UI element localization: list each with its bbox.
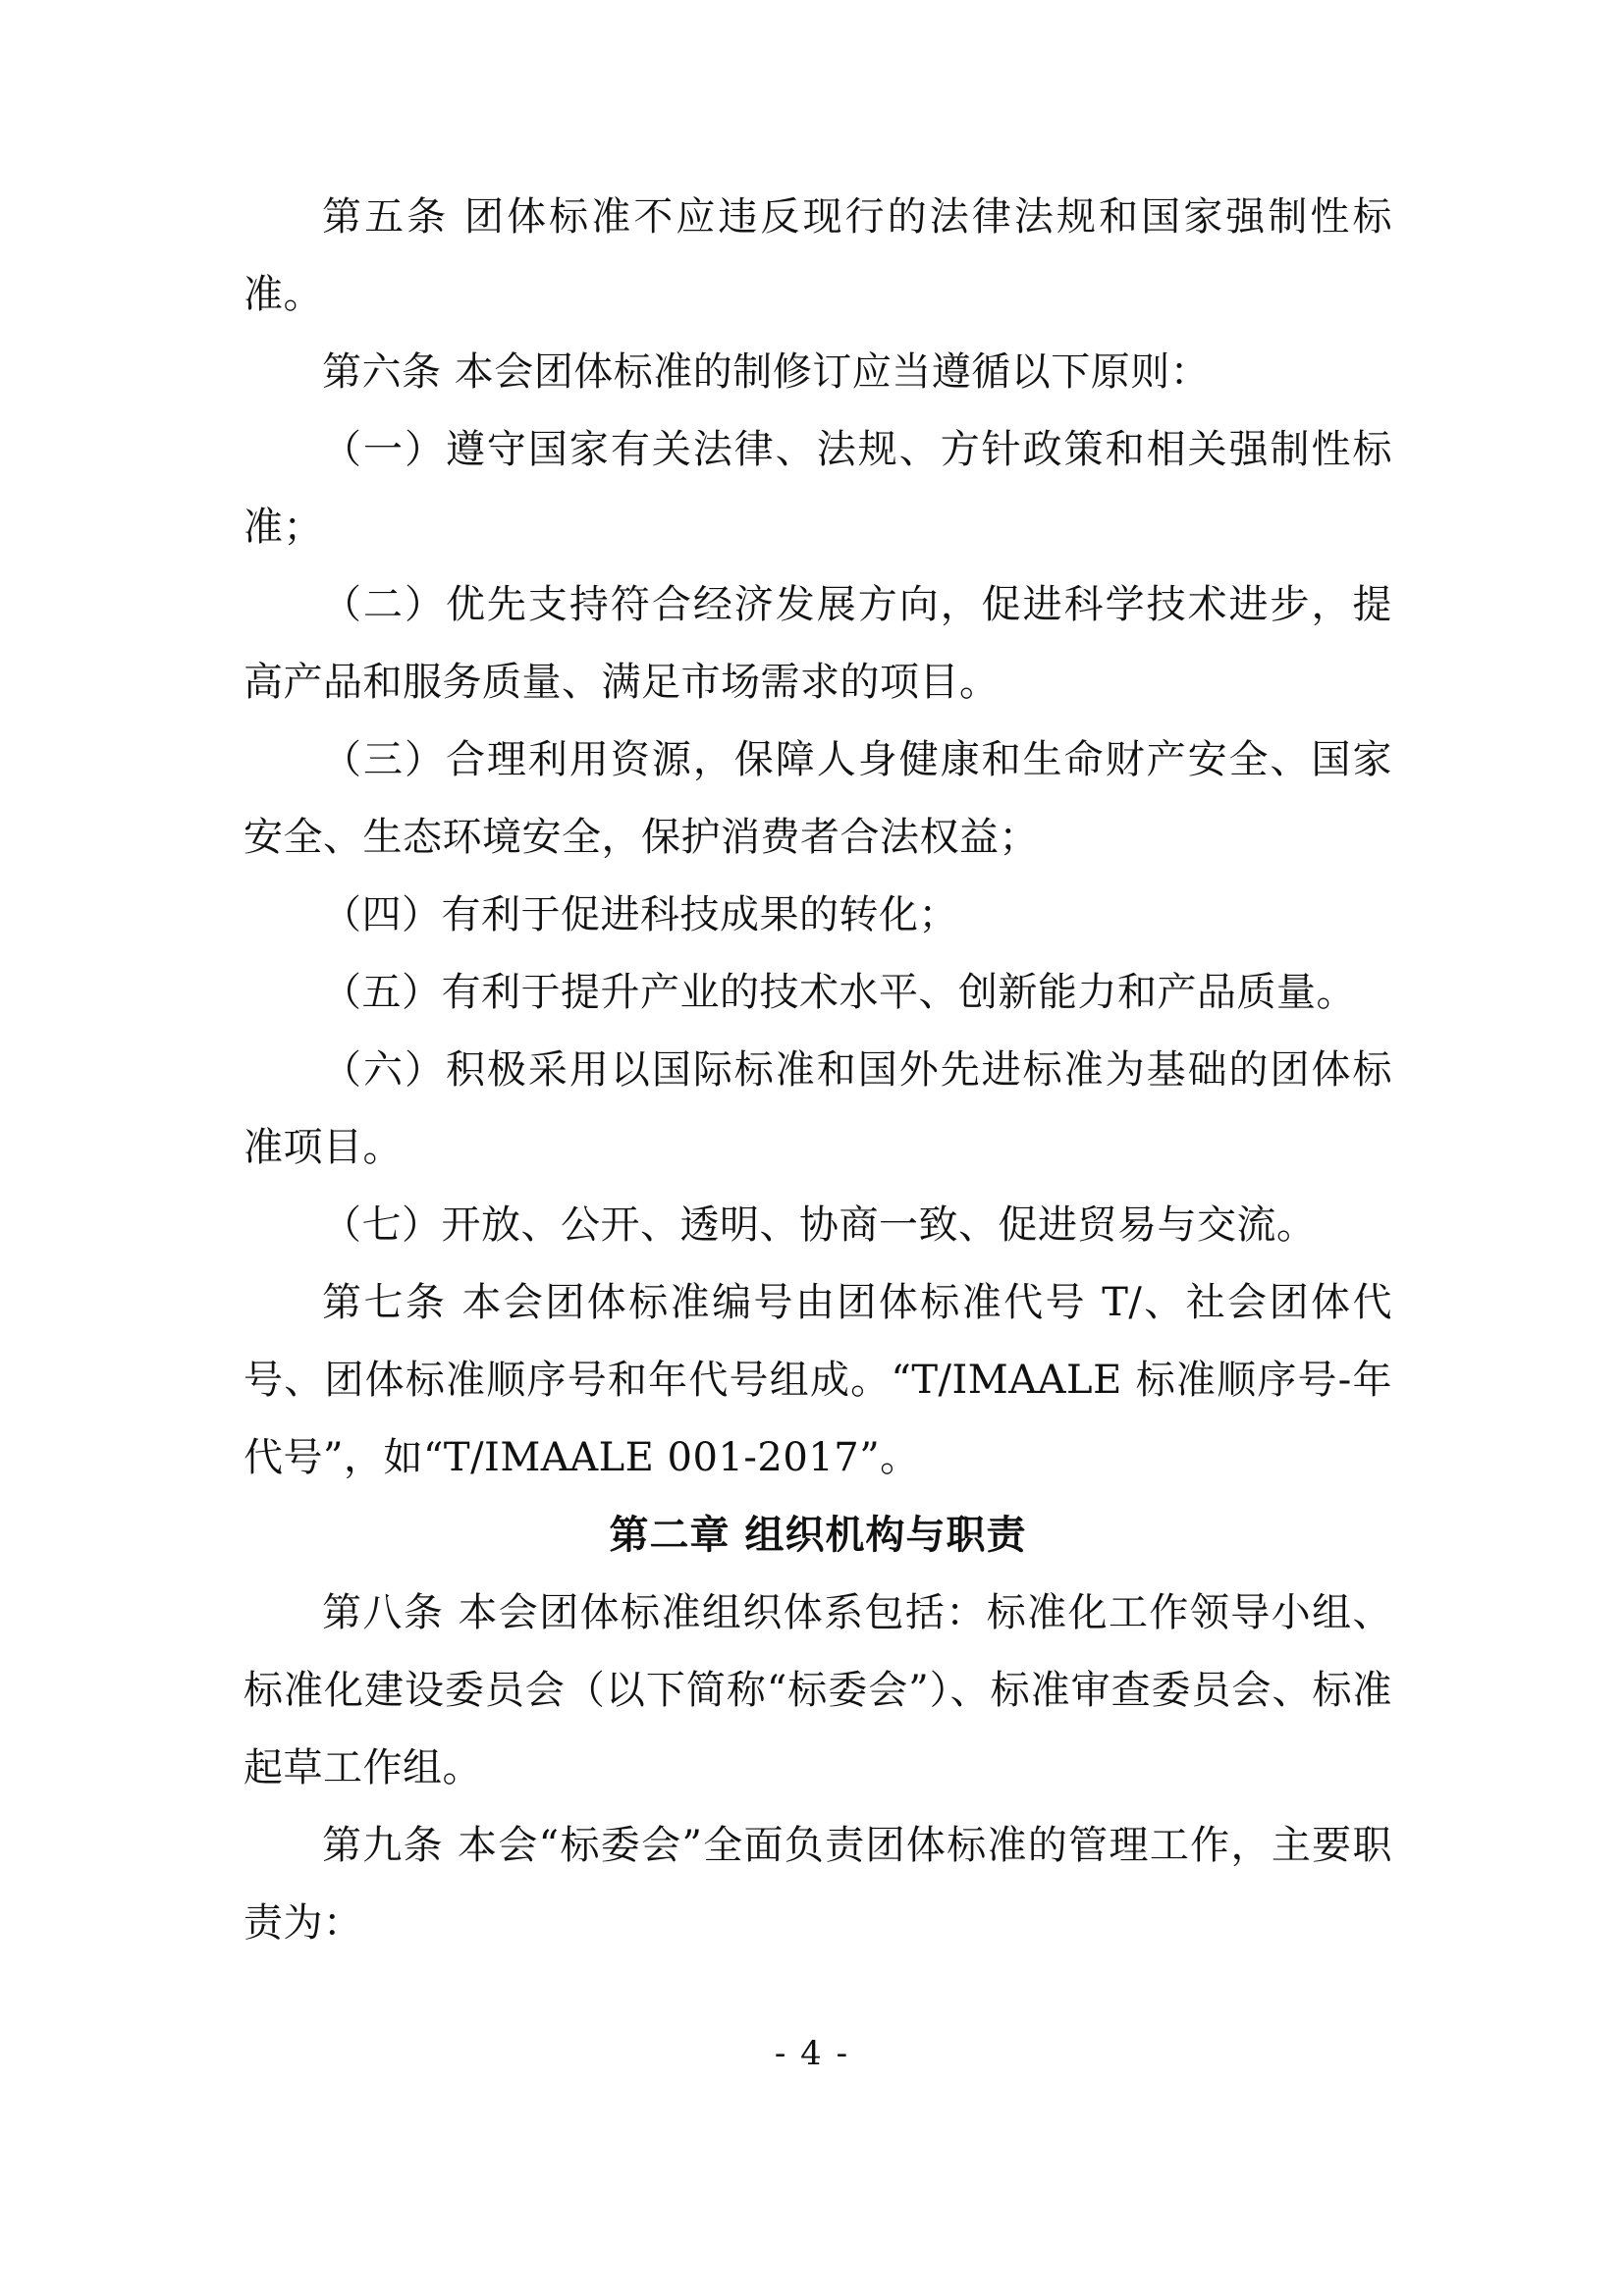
paragraph-article-9: 第九条 本会“标委会”全面负责团体标准的管理工作，主要职责为： xyxy=(244,1823,1392,1946)
paragraph-item-2: （二）优先支持符合经济发展方向，促进科学技术进步，提高产品和服务质量、满足市场需求的项目。 xyxy=(244,582,1392,705)
paragraph-article-7: 第七条 本会团体标准编号由团体标准代号 T/、社会团体代号、团体标准顺序号和年代号组成。“T/IMAALE 标准顺序号-年代号”，如“T/IMAALE 001-2017”。 xyxy=(244,1280,1392,1480)
paragraph-item-5: （五）有利于提升产业的技术水平、创新能力和产品质量。 xyxy=(322,970,1356,1015)
paragraph-item-4: （四）有利于促进科技成果的转化； xyxy=(322,892,958,937)
paragraph-article-6: 第六条 本会团体标准的制修订应当遵循以下原则： xyxy=(322,349,1211,395)
page-content xyxy=(244,179,1392,1962)
paragraph-article-5: 第五条 团体标准不应违反现行的法律法规和国家强制性标准。 xyxy=(244,194,1392,317)
page-number: - 4 - xyxy=(774,2034,850,2073)
chapter-heading: 第二章 组织机构与职责 xyxy=(609,1513,1027,1558)
paragraph-item-1: （一）遵守国家有关法律、法规、方针政策和相关强制性标准； xyxy=(244,427,1392,550)
paragraph-article-8: 第八条 本会团体标准组织体系包括：标准化工作领导小组、标准化建设委员会（以下简称“标委会”）、标准审查委员会、标准起草工作组。 xyxy=(244,1590,1392,1790)
paragraph-item-6: （六）积极采用以国际标准和国外先进标准为基础的团体标准项目。 xyxy=(244,1047,1392,1170)
paragraph-item-3: （三）合理利用资源，保障人身健康和生命财产安全、国家安全、生态环境安全，保护消费者合法权益； xyxy=(244,737,1392,860)
paragraph-item-7: （七）开放、公开、透明、协商一致、促进贸易与交流。 xyxy=(322,1202,1317,1248)
